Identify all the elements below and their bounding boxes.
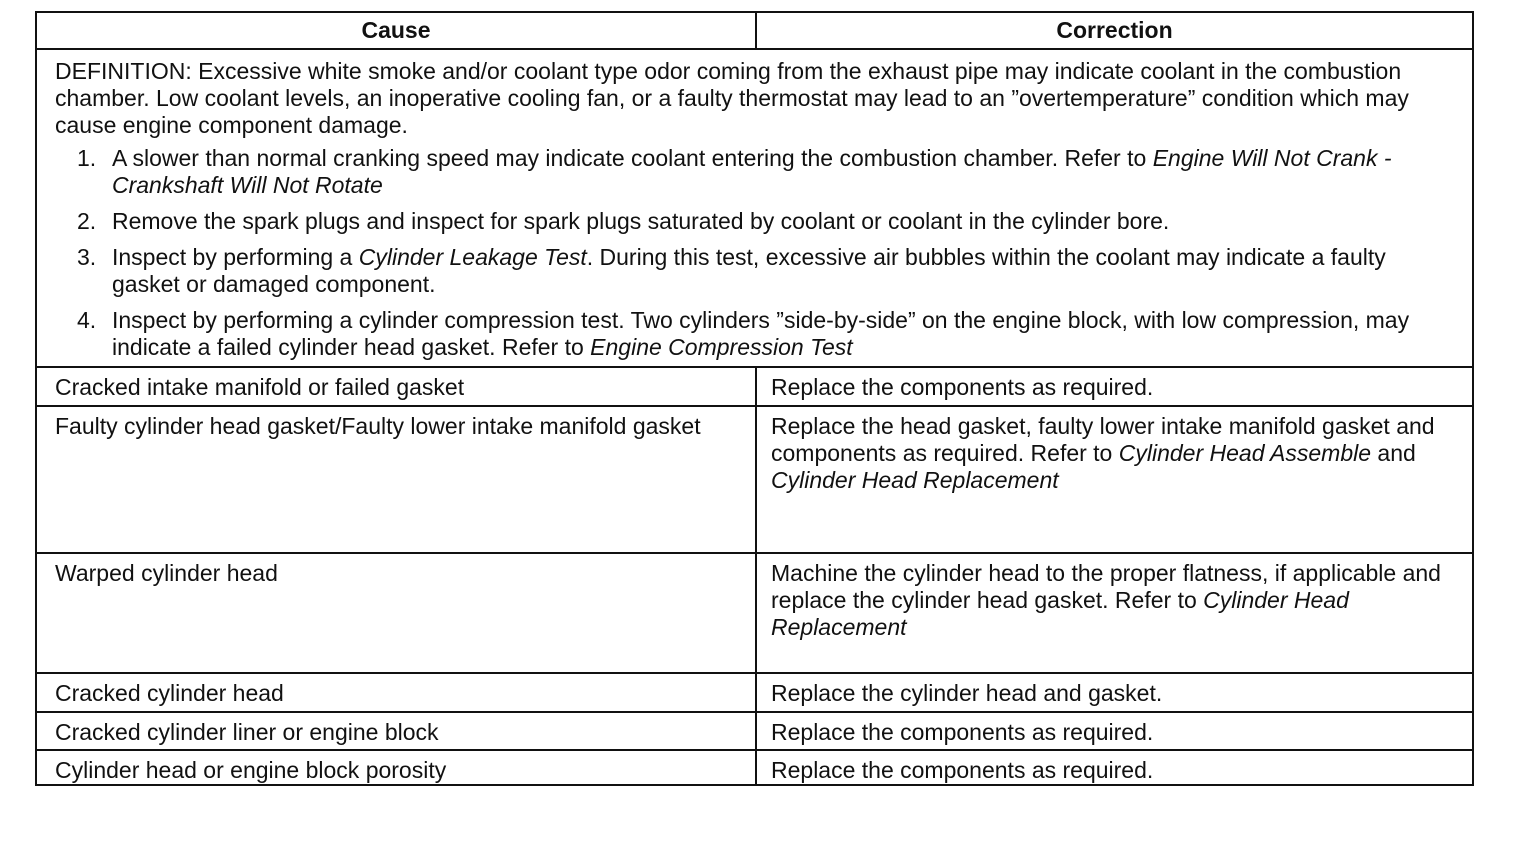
table-row [37, 751, 1472, 786]
correction-cell: Replace the cylinder head and gasket. [771, 680, 1163, 706]
step-text: A slower than normal cranking speed may indicate coolant entering the combustion chamber. Refer to [112, 145, 1153, 171]
step-3 [55, 244, 1454, 298]
diagnostic-table [35, 11, 1474, 786]
step-number: 3. [77, 244, 97, 270]
cause-cell: Cracked cylinder liner or engine block [37, 713, 757, 749]
step-2 [55, 208, 1454, 235]
cause-cell: Cracked cylinder head [37, 674, 757, 711]
step-1 [55, 145, 1454, 199]
correction-reference: Cylinder Head Assemble [1118, 440, 1372, 466]
cause-cell: Cylinder head or engine block porosity [37, 751, 757, 786]
correction-cell [757, 407, 1472, 552]
correction-cell: Replace the components as required. [771, 719, 1154, 745]
table-row [37, 368, 1472, 407]
step-reference: Cylinder Leakage Test [358, 244, 587, 270]
header-cause: Cause [37, 13, 757, 48]
correction-text: Machine the cylinder head to the proper flatness, if applicable and replace the cylinder head gasket. Refer to [771, 560, 1441, 613]
correction-cell [757, 554, 1472, 672]
table-header [37, 13, 1472, 50]
diagnostic-steps [55, 145, 1454, 361]
correction-reference: Cylinder Head Replacement [771, 587, 1349, 640]
correction-cell: Replace the components as required. [771, 757, 1154, 783]
step-text: Remove the spark plugs and inspect for spark plugs saturated by coolant or coolant in the cylinder bore. [112, 208, 1170, 234]
correction-cell: Replace the components as required. [771, 374, 1154, 400]
step-text-continued: . During this test, excessive air bubbles within the coolant may indicate a faulty gasket or damaged component. [112, 244, 1386, 297]
cause-cell: Warped cylinder head [37, 554, 757, 672]
table-row [37, 407, 1472, 554]
step-number: 4. [77, 307, 97, 333]
step-reference: Engine Will Not Crank - Crankshaft Will Not Rotate [112, 145, 1392, 198]
table-row [37, 713, 1472, 751]
header-correction: Correction [1056, 17, 1173, 43]
correction-reference: Cylinder Head Replacement [771, 467, 1059, 493]
correction-connector: and [1371, 440, 1416, 466]
step-number: 2. [77, 208, 97, 234]
definition-block [37, 50, 1472, 368]
definition-text: DEFINITION: Excessive white smoke and/or coolant type odor coming from the exhaust pipe may indicate coolant in the combustion chamber. Low coolant levels, an inoperative cooling fan, or a faulty thermostat may lead to an ”overtemperature” condition which may cause engine component damage. [55, 58, 1409, 138]
correction-text: Replace the head gasket, faulty lower intake manifold gasket and components as required. Refer to [771, 413, 1435, 466]
cause-cell: Cracked intake manifold or failed gasket [37, 368, 757, 405]
table-row [37, 554, 1472, 674]
table-row [37, 674, 1472, 713]
step-text: Inspect by performing a cylinder compression test. Two cylinders ”side-by-side” on the engine block, with low compression, may indicate a failed cylinder head gasket. Refer to [112, 307, 1410, 360]
step-4 [55, 307, 1454, 361]
step-text: Inspect by performing a [112, 244, 359, 270]
step-reference: Engine Compression Test [590, 334, 853, 360]
cause-cell: Faulty cylinder head gasket/Faulty lower intake manifold gasket [37, 407, 757, 552]
step-number: 1. [77, 145, 97, 171]
